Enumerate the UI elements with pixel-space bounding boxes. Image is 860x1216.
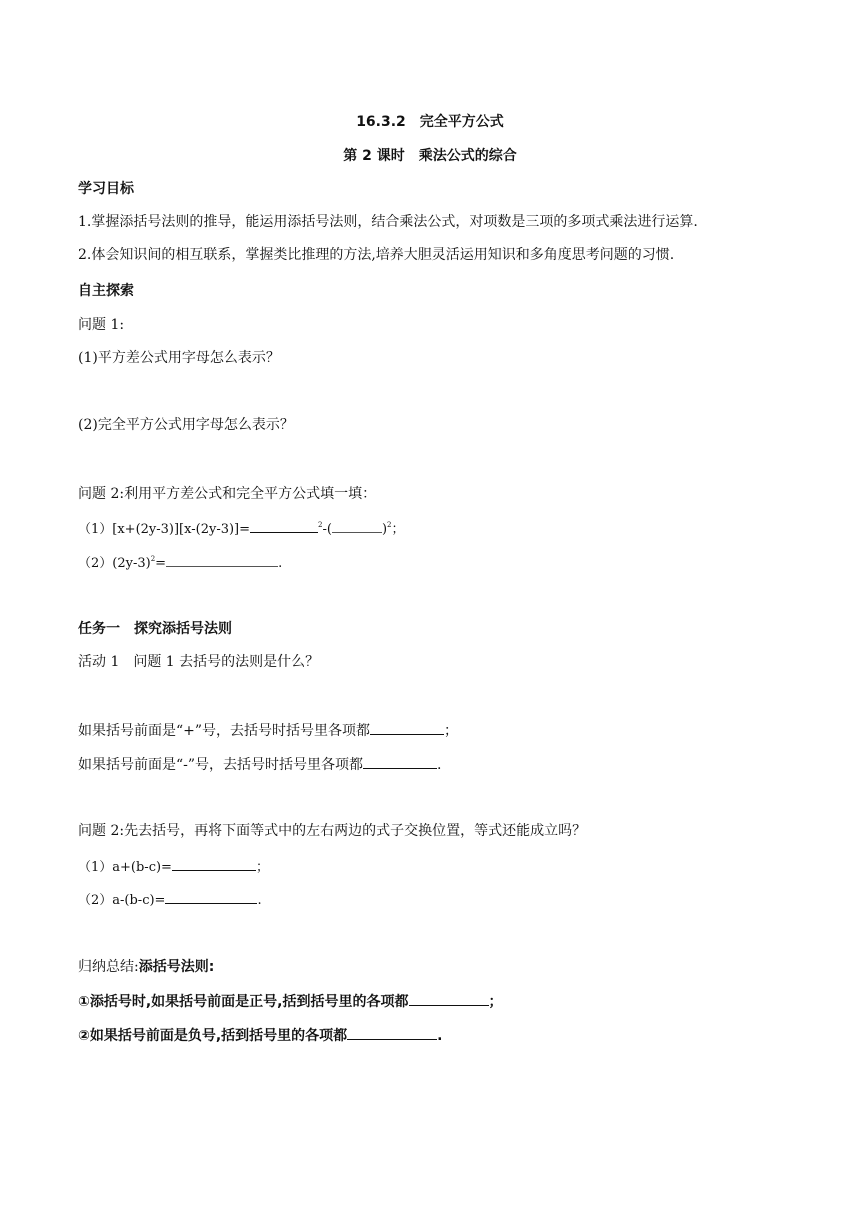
summary-title: 添括号法则: — [138, 959, 215, 975]
question-2-label: 问题 2:利用平方差公式和完全平方公式填一填： — [78, 486, 377, 502]
answer-blank[interactable] — [165, 889, 257, 904]
superscript: 2 — [150, 555, 156, 563]
q2-2-prefix: （2）(2y-3) — [78, 556, 151, 571]
goal-2: 2.体会知识间的相互联系，掌握类比推理的方法,培养大胆灵活运用知识和多角度思考问题的习惯. — [78, 247, 675, 263]
answer-blank[interactable] — [370, 720, 444, 735]
page-subtitle: 第 2 课时 乘法公式的综合 — [343, 148, 517, 164]
question-1-label: 问题 1: — [78, 317, 125, 333]
rule-1-text: ①添括号时,如果括号前面是正号,括到括号里的各项都 — [78, 994, 409, 1010]
q2b-1-prefix: （1）a+(b-c)= — [78, 860, 172, 875]
minus-rule-end: . — [437, 757, 442, 773]
answer-blank[interactable] — [172, 856, 256, 871]
question-2b-item-2 — [78, 889, 262, 910]
question-2-item-1 — [78, 518, 405, 539]
answer-blank[interactable] — [250, 518, 318, 533]
rule-1-end: ； — [488, 994, 503, 1010]
task-1-heading: 任务一 探究添括号法则 — [78, 621, 232, 637]
page-title: 16.3.2 完全平方公式 — [356, 114, 504, 130]
q2-1-mid: -( — [322, 522, 332, 537]
activity-1: 活动 1 问题 1 去括号的法则是什么？ — [78, 654, 320, 670]
minus-rule — [78, 754, 442, 774]
summary-prefix: 归纳总结: — [78, 959, 139, 975]
rule-2-end: . — [437, 1028, 443, 1044]
q2b-2-end: . — [257, 893, 262, 908]
plus-rule-text: 如果括号前面是“+”号，去括号时括号里各项都 — [78, 723, 371, 739]
q2-2-end: . — [278, 556, 283, 571]
superscript: 2 — [387, 521, 392, 529]
add-bracket-rule-2 — [78, 1025, 443, 1045]
q2b-1-end: ； — [255, 860, 269, 875]
rule-2-text: ②如果括号前面是负号,括到括号里的各项都 — [78, 1028, 348, 1044]
q2-1-prefix: （1）[x+(2y-3)][x-(2y-3)]= — [78, 522, 251, 537]
question-1b: (2)完全平方公式用字母怎么表示？ — [78, 417, 294, 433]
goal-1: 1.掌握添括号法则的推导，能运用添括号法则，结合乘法公式，对项数是三项的多项式乘法进行运算. — [78, 214, 698, 230]
question-2-item-2 — [78, 552, 282, 573]
plus-rule-end: ； — [444, 723, 459, 739]
answer-blank[interactable] — [332, 518, 382, 533]
question-2b-item-1 — [78, 856, 269, 877]
q2-1-close: ) — [381, 522, 388, 537]
q2-1-end: ； — [391, 522, 405, 537]
summary-line — [78, 958, 214, 976]
superscript: 2 — [318, 521, 323, 529]
minus-rule-text: 如果括号前面是“-”号，去括号时括号里各项都 — [78, 757, 364, 773]
goals-heading: 学习目标 — [78, 181, 134, 197]
question-1a: (1)平方差公式用字母怎么表示？ — [78, 350, 280, 366]
answer-blank[interactable] — [409, 991, 489, 1006]
answer-blank[interactable] — [363, 754, 437, 769]
add-bracket-rule-1 — [78, 991, 503, 1011]
q2-2-eq: = — [155, 556, 167, 571]
explore-heading: 自主探索 — [78, 283, 134, 299]
answer-blank[interactable] — [347, 1025, 437, 1040]
q2b-2-prefix: （2）a-(b-c)= — [78, 893, 166, 908]
question-2b: 问题 2:先去括号，再将下面等式中的左右两边的式子交换位置，等式还能成立吗？ — [78, 823, 587, 839]
answer-blank[interactable] — [166, 552, 278, 567]
plus-rule — [78, 720, 458, 740]
